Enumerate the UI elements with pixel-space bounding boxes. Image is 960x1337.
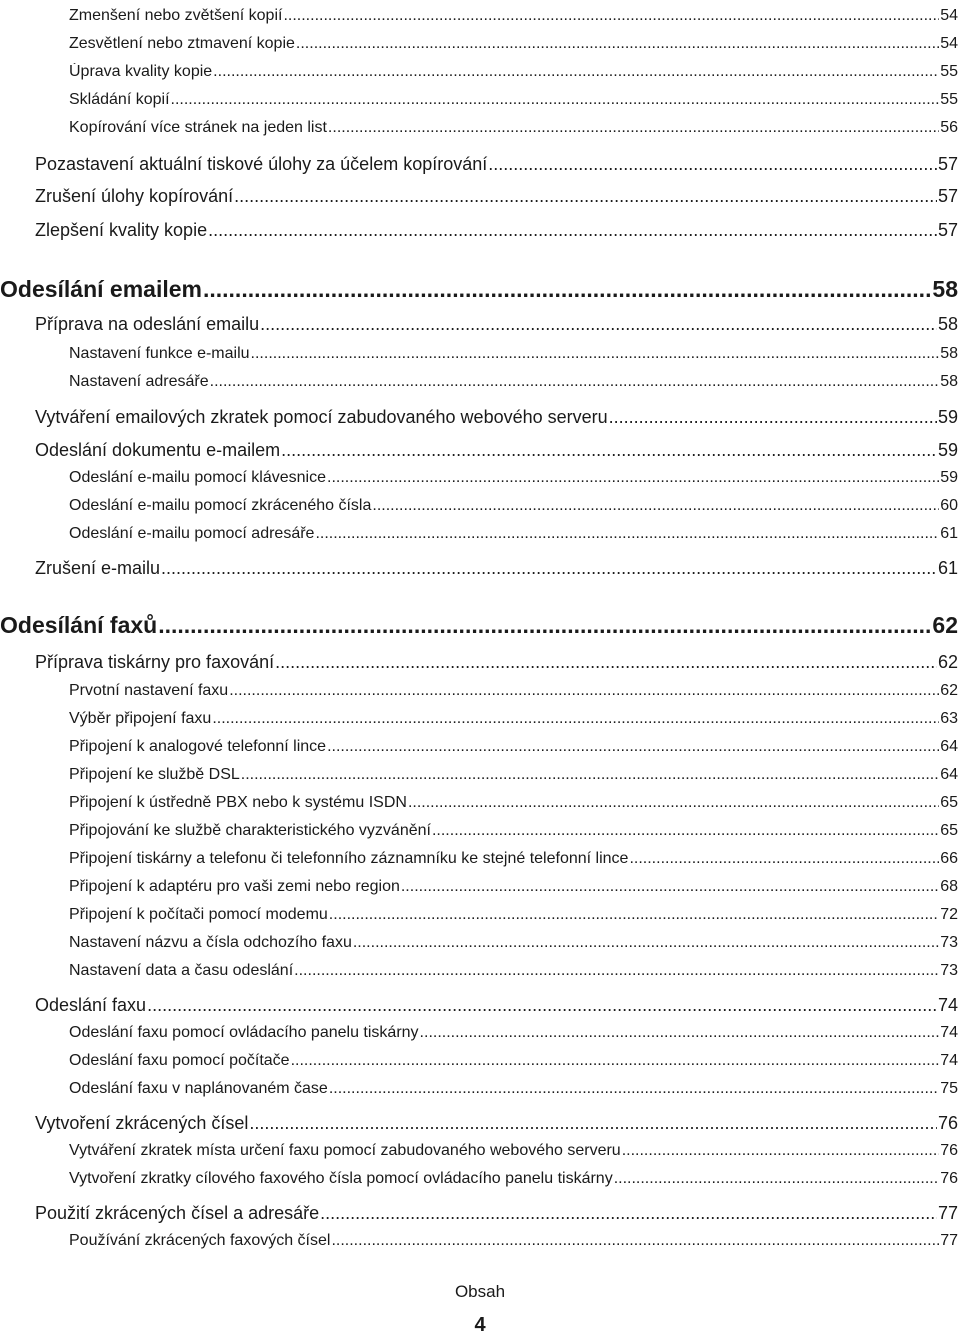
toc-entry[interactable] [35,186,958,207]
toc-entry[interactable] [35,314,958,335]
toc-entry[interactable] [69,63,958,81]
toc-entry-title: Použití zkrácených čísel a adresáře [35,1203,320,1223]
toc-entry-page: 59 [937,440,958,460]
toc-entry-page: 76 [940,1142,958,1159]
toc-entry-title: Připojení ke službě DSL [69,766,240,783]
toc-entry-title: Nastavení názvu a čísla odchozího faxu [69,934,352,951]
toc-dot-leader [629,850,939,868]
toc-entry-page: 58 [940,345,958,362]
toc-entry-title: Odeslání e-mailu pomocí klávesnice [69,469,327,486]
toc-entry-page: 62 [940,682,958,699]
toc-entry-page: 61 [940,525,958,542]
toc-entry-title: Vytváření zkratek místa určení faxu pomocí zabudovaného webového serveru [69,1142,621,1159]
toc-entry-page: 62 [937,652,958,672]
toc-entry[interactable] [69,497,958,515]
toc-entry-page: 73 [940,934,958,951]
toc-entry[interactable] [69,1024,958,1042]
toc-entry-title: Skládání kopií [69,91,170,108]
toc-entry[interactable] [69,35,958,53]
toc-dot-leader [609,407,937,428]
toc-dot-leader [327,469,939,487]
footer-page-number: 4 [474,1314,486,1336]
toc-entry[interactable] [69,794,958,812]
toc-entry-title: Prvotní nastavení faxu [69,682,229,699]
toc-dot-leader [208,220,937,241]
toc-entry-page: 54 [940,35,958,52]
toc-entry-page: 56 [940,119,958,136]
toc-entry[interactable] [69,373,958,391]
toc-entry[interactable] [35,558,958,579]
toc-dot-leader [296,35,939,53]
toc-entry[interactable] [69,91,958,109]
toc-entry-page: 64 [940,738,958,755]
toc-entry[interactable] [35,154,958,175]
toc-entry-page: 58 [937,314,958,334]
toc-dot-leader [329,906,939,924]
toc-entry-page: 61 [937,558,958,578]
toc-entry-page: 57 [937,220,958,240]
toc-dot-leader [210,373,940,391]
toc-dot-leader [147,995,937,1016]
toc-dot-leader [327,738,939,756]
toc-entry-title: Odeslání e-mailu pomocí adresáře [69,525,315,542]
toc-entry-page: 76 [940,1170,958,1187]
toc-entry[interactable] [35,1113,958,1134]
toc-entry[interactable] [69,525,958,543]
toc-entry-page: 59 [937,407,958,427]
toc-entry-title: Odesílání emailem [0,276,202,302]
toc-dot-leader [432,822,939,840]
toc-dot-leader [251,345,940,363]
toc-entry[interactable] [69,906,958,924]
toc-dot-leader [283,7,939,25]
toc-entry-title: Odeslání dokumentu e-mailem [35,440,281,460]
toc-dot-leader [229,682,939,700]
toc-entry[interactable] [69,878,958,896]
toc-entry[interactable] [69,962,958,980]
toc-entry-title: Nastavení funkce e-mailu [69,345,250,362]
toc-entry[interactable] [69,119,958,137]
toc-dot-leader [320,1203,937,1224]
toc-entry-page: 65 [940,794,958,811]
toc-entry[interactable] [69,1142,958,1160]
toc-entry[interactable] [35,652,958,673]
toc-entry-page: 72 [940,906,958,923]
toc-entry-page: 63 [940,710,958,727]
toc-entry[interactable] [69,934,958,952]
toc-dot-leader [315,525,939,543]
toc-entry[interactable] [69,682,958,700]
toc-entry-title: Nastavení data a času odeslání [69,962,294,979]
toc-dot-leader [294,962,939,980]
toc-entry-page: 57 [937,186,958,206]
toc-dot-leader [213,63,939,81]
toc-entry-title: Odeslání e-mailu pomocí zkráceného čísla [69,497,372,514]
toc-dot-leader [331,1232,939,1250]
toc-dot-leader [275,652,937,673]
toc-entry-title: Příprava tiskárny pro faxování [35,652,275,672]
toc-dot-leader [372,497,939,515]
toc-entry[interactable] [69,1232,958,1250]
toc-dot-leader [420,1024,940,1042]
toc-entry-title: Úprava kvality kopie [69,63,213,80]
toc-dot-leader [353,934,939,952]
toc-entry[interactable] [69,822,958,840]
toc-entry-page: 55 [940,63,958,80]
toc-dot-leader [158,612,931,639]
toc-entry-title: Kopírování více stránek na jeden list [69,119,327,136]
toc-entry-title: Zrušení e-mailu [35,558,161,578]
toc-dot-leader [260,314,937,335]
toc-entry-title: Odeslání faxu [35,995,147,1015]
toc-dot-leader [171,91,940,109]
toc-dot-leader [241,766,939,784]
toc-entry[interactable] [69,850,958,868]
toc-entry-page: 68 [940,878,958,895]
toc-entry[interactable] [35,220,958,241]
toc-dot-leader [212,710,939,728]
toc-entry[interactable] [69,7,958,25]
toc-entry-title: Pozastavení aktuální tiskové úlohy za účelem kopírování [35,154,488,174]
toc-dot-leader [161,558,937,579]
toc-dot-leader [234,186,937,207]
toc-entry-page: 64 [940,766,958,783]
toc-dot-leader [328,119,939,137]
toc-entry-page: 62 [932,612,958,638]
toc-dot-leader [488,154,937,175]
toc-entry[interactable] [69,1052,958,1070]
toc-entry[interactable] [69,710,958,728]
toc-entry-title: Vytvoření zkratky cílového faxového čísla pomocí ovládacího panelu tiskárny [69,1170,613,1187]
toc-dot-leader [408,794,939,812]
toc-entry-title: Zesvětlení nebo ztmavení kopie [69,35,295,52]
toc-entry[interactable] [35,407,958,428]
footer-section-label: Obsah [454,1282,506,1301]
toc-dot-leader [291,1052,940,1070]
toc-entry-title: Výběr připojení faxu [69,710,212,727]
toc-entry[interactable] [69,1170,958,1188]
toc-entry-title: Používání zkrácených faxových čísel [69,1232,331,1249]
toc-entry-title: Připojení k ústředně PBX nebo k systému ISDN [69,794,407,811]
toc-entry-title: Vytvoření zkrácených čísel [35,1113,249,1133]
toc-entry-title: Odeslání faxu pomocí počítače [69,1052,290,1069]
toc-entry-page: 57 [937,154,958,174]
toc-entry-page: 74 [937,995,958,1015]
toc-entry-page: 74 [940,1024,958,1041]
toc-entry[interactable] [69,738,958,756]
toc-entry[interactable] [69,1080,958,1098]
toc-entry[interactable] [69,345,958,363]
toc-entry-page: 75 [940,1080,958,1097]
toc-entry-title: Vytváření emailových zkratek pomocí zabudovaného webového serveru [35,407,608,427]
toc-entry[interactable] [69,469,958,487]
toc-dot-leader [329,1080,939,1098]
toc-entry-page: 76 [937,1113,958,1133]
toc-dot-leader [401,878,939,896]
toc-entry-page: 58 [940,373,958,390]
toc-entry-page: 55 [940,91,958,108]
toc-entry-title: Odesílání faxů [0,612,158,638]
toc-entry-title: Připojování ke službě charakteristického vyzvánění [69,822,431,839]
toc-dot-leader [614,1170,940,1188]
toc-entry[interactable] [35,995,958,1016]
toc-entry-page: 66 [940,850,958,867]
toc-entry-page: 54 [940,7,958,24]
toc-entry-title: Připojení tiskárny a telefonu či telefonního záznamníku ke stejné telefonní lince [69,850,629,867]
toc-entry-page: 60 [940,497,958,514]
toc-entry-page: 77 [937,1203,958,1223]
toc-entry-title: Zmenšení nebo zvětšení kopií [69,7,283,24]
toc-dot-leader [281,440,937,461]
toc-entry[interactable] [35,440,958,461]
toc-entry-title: Odeslání faxu v naplánovaném čase [69,1080,328,1097]
toc-entry-title: Zlepšení kvality kopie [35,220,208,240]
toc-entry-title: Nastavení adresáře [69,373,209,390]
toc-entry[interactable] [0,276,958,303]
toc-entry[interactable] [0,612,958,639]
toc-entry-page: 65 [940,822,958,839]
toc-entry-title: Připojení k počítači pomocí modemu [69,906,328,923]
toc-entry-page: 58 [932,276,958,302]
toc-dot-leader [203,276,931,303]
toc-entry-title: Připojení k analogové telefonní lince [69,738,327,755]
toc-entry-title: Příprava na odeslání emailu [35,314,260,334]
toc-dot-leader [622,1142,940,1160]
toc-entry[interactable] [69,766,958,784]
toc-dot-leader [249,1113,937,1134]
toc-entry-page: 74 [940,1052,958,1069]
toc-entry-title: Zrušení úlohy kopírování [35,186,234,206]
toc-entry-page: 59 [940,469,958,486]
toc-entry-page: 77 [940,1232,958,1249]
toc-entry-title: Připojení k adaptéru pro vaši zemi nebo region [69,878,400,895]
toc-entry[interactable] [35,1203,958,1224]
toc-entry-page: 73 [940,962,958,979]
toc-entry-title: Odeslání faxu pomocí ovládacího panelu tiskárny [69,1024,419,1041]
